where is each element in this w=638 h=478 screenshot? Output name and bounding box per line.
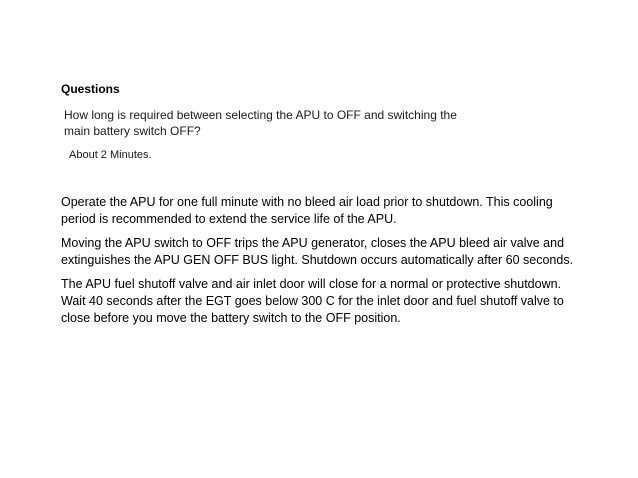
paragraph-line: Operate the APU for one full minute with no bleed air load prior to shutdown. This cooling: [61, 195, 553, 209]
question-text: [64, 107, 504, 139]
question-line: main battery switch OFF?: [64, 124, 201, 138]
paragraph-line: Moving the APU switch to OFF trips the APU generator, closes the APU bleed air valve and: [61, 236, 565, 250]
paragraph-line: extinguishes the APU GEN OFF BUS light. Shutdown occurs automatically after 60 seconds.: [61, 253, 574, 267]
paragraph-shutdown: [61, 276, 581, 327]
paragraph-line: Wait 40 seconds after the EGT goes below 300 C for the inlet door and fuel shutoff valve to: [61, 294, 564, 308]
paragraph-line: period is recommended to extend the service life of the APU.: [61, 212, 397, 226]
answer-text: About 2 Minutes.: [69, 149, 152, 161]
paragraph-apu-switch: [61, 235, 581, 269]
paragraph-cooling: [61, 194, 581, 228]
question-line: How long is required between selecting the APU to OFF and switching the: [64, 108, 457, 122]
paragraph-line: close before you move the battery switch to the OFF position.: [61, 311, 401, 325]
paragraph-line: The APU fuel shutoff valve and air inlet door will close for a normal or protective shutdown.: [61, 277, 562, 291]
questions-heading: Questions: [61, 82, 120, 96]
